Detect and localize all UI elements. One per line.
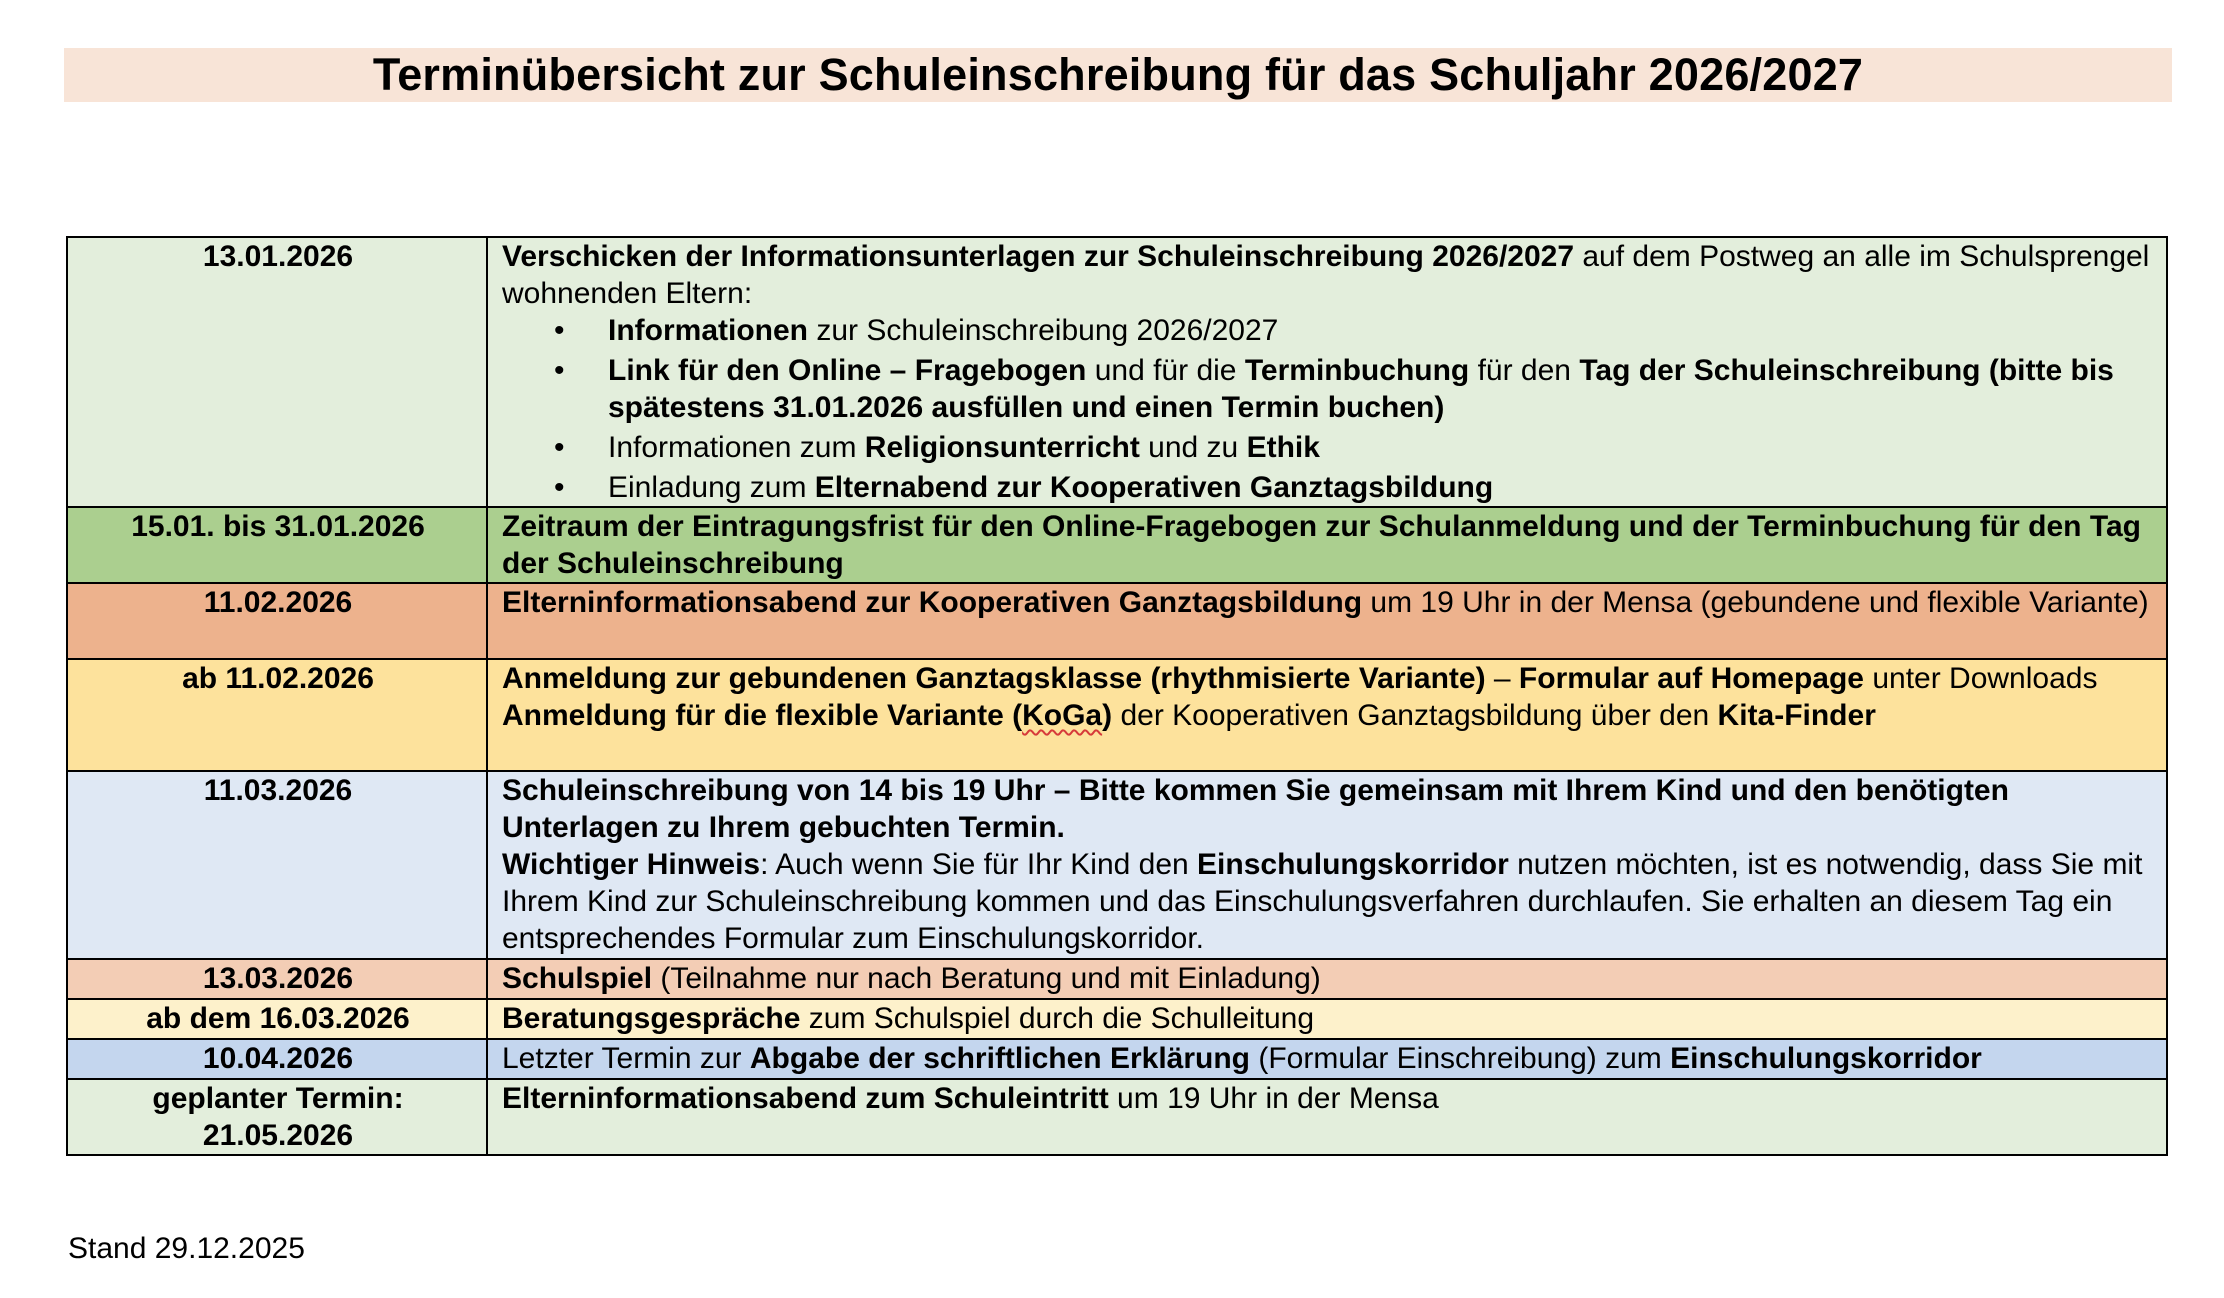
- description-bold-text: Einschulungskorridor: [1197, 848, 1509, 881]
- description-bold-text: Formular auf Homepage: [1518, 662, 1864, 695]
- description-cell: [487, 771, 2167, 959]
- date-cell: 13.03.2026: [67, 959, 487, 999]
- date-value: 21.05.2026: [202, 1119, 354, 1152]
- description-cell: [487, 1039, 2167, 1079]
- description-bold-text: Zeitraum der Eintragungsfrist für den Online-Fragebogen zur Schulanmeldung und der Terminbuchung für den Tag der Schuleinschreibung: [502, 510, 2141, 580]
- description-cell: [487, 659, 2167, 771]
- description-cell: [487, 959, 2167, 999]
- date-cell: 11.03.2026: [67, 771, 487, 959]
- description-line: [502, 772, 2154, 846]
- description-line: [502, 846, 2154, 957]
- list-item: [608, 352, 2154, 426]
- bullet-text: für den: [1469, 354, 1580, 387]
- description-cell: [487, 583, 2167, 659]
- description-text: (Formular Einschreibung) zum: [1250, 1042, 1671, 1075]
- date-cell: ab dem 16.03.2026: [67, 999, 487, 1039]
- table-row: [67, 659, 2167, 771]
- description-text: unter Downloads: [1863, 662, 2098, 695]
- description-text: der Kooperativen Ganztagsbildung über den: [1112, 699, 1718, 732]
- date-cell: 13.01.2026: [67, 237, 487, 507]
- description-bold-text: Kita-Finder: [1717, 699, 1876, 732]
- description-text: nutzen möchten, ist es notwendig, dass Sie mit Ihrem Kind zur Schuleinschreibung kommen und das Einschulungsverfahren durchlaufen. Sie erhalten an diesem Tag ein entsprechendes Formular zum Einschulungskorridor.: [502, 848, 2143, 955]
- bullet-bold-text: Religionsunterricht: [864, 431, 1140, 464]
- bullet-bold-text: Link für den Online – Fragebogen: [608, 354, 1087, 387]
- date-label: geplanter Termin:: [152, 1082, 404, 1115]
- description-cell: [487, 999, 2167, 1039]
- list-item: [608, 429, 2154, 466]
- bullet-text: und zu: [1139, 431, 1247, 464]
- date-cell: 15.01. bis 31.01.2026: [67, 507, 487, 583]
- koga-abbreviation: KoGa: [1022, 699, 1103, 732]
- description-line: [502, 660, 2154, 697]
- description-bold-text: Abgabe der schriftlichen Erklärung: [749, 1042, 1250, 1075]
- description-text: : Auch wenn Sie für Ihr Kind den: [760, 848, 1198, 881]
- description-bold-text: Wichtiger Hinweis: [502, 848, 761, 881]
- description-bold-text: Beratungsgespräche: [502, 1002, 801, 1035]
- description-text: zum Schulspiel durch die Schulleitung: [800, 1002, 1315, 1035]
- bullet-text: Informationen zum: [608, 431, 865, 464]
- description-line: [502, 697, 2154, 734]
- table-row: [67, 237, 2167, 507]
- description-text: Letzter Termin zur: [502, 1042, 750, 1075]
- table-row: [67, 583, 2167, 659]
- description-bold-text: Einschulungskorridor: [1670, 1042, 1982, 1075]
- description-bold-text: Anmeldung für die flexible Variante (: [502, 699, 1023, 732]
- schedule-table: [66, 236, 2168, 1156]
- description-cell: [487, 237, 2167, 507]
- intro-text: auf dem Postweg an alle im Schulsprengel wohnenden Eltern:: [502, 240, 2150, 310]
- description-text: um 19 Uhr in der Mensa: [1108, 1082, 1439, 1115]
- page-title: Terminübersicht zur Schuleinschreibung für das Schuljahr 2026/2027: [372, 49, 1864, 100]
- date-cell: ab 11.02.2026: [67, 659, 487, 771]
- bullet-bold-text: Terminbuchung: [1244, 354, 1470, 387]
- bullet-bold-text: Elternabend zur Kooperativen Ganztagsbildung: [814, 471, 1494, 504]
- description-text: (Teilnahme nur nach Beratung und mit Einladung): [652, 962, 1321, 995]
- bullet-text: und für die: [1086, 354, 1245, 387]
- description-bold-text: Elterninformationsabend zur Kooperativen Ganztagsbildung: [502, 586, 1363, 619]
- description-bold-text: Elterninformationsabend zum Schuleintritt: [502, 1082, 1109, 1115]
- table-row: [67, 999, 2167, 1039]
- description-bold-text: Anmeldung zur gebundenen Ganztagsklasse (rhythmisierte Variante): [502, 662, 1486, 695]
- info-bullet-list: [502, 312, 2154, 506]
- description-bold-text: Schulspiel: [502, 962, 653, 995]
- description-cell: [487, 1079, 2167, 1155]
- date-cell: 11.02.2026: [67, 583, 487, 659]
- bullet-bold-text: Informationen: [608, 314, 808, 347]
- bullet-text: Einladung zum: [608, 471, 815, 504]
- table-row: [67, 1039, 2167, 1079]
- bullet-text: zur Schuleinschreibung 2026/2027: [808, 314, 1279, 347]
- list-item: [608, 312, 2154, 349]
- table-row: [67, 1079, 2167, 1155]
- bullet-bold-text: Tag der Schuleinschreibung (bitte bis spätestens 31.01.2026 ausfüllen und einen Termin buchen): [608, 354, 2114, 424]
- description-text: um 19 Uhr in der Mensa (gebundene und flexible Variante): [1362, 586, 2149, 619]
- table-row: [67, 771, 2167, 959]
- date-cell: [67, 1079, 487, 1155]
- description-bold-text: Schuleinschreibung von 14 bis 19 Uhr – Bitte kommen Sie gemeinsam mit Ihrem Kind und den benötigten Unterlagen zu Ihrem gebuchten Termin.: [502, 774, 2009, 844]
- status-date-footer: Stand 29.12.2025: [68, 1232, 305, 1265]
- intro-bold-text: Verschicken der Informationsunterlagen zur Schuleinschreibung 2026/2027: [502, 240, 1575, 273]
- list-item: [608, 469, 2154, 506]
- description-cell: [487, 507, 2167, 583]
- table-row: [67, 959, 2167, 999]
- bullet-bold-text: Ethik: [1246, 431, 1320, 464]
- table-row: [67, 507, 2167, 583]
- date-cell: 10.04.2026: [67, 1039, 487, 1079]
- title-band: [64, 48, 2172, 102]
- description-text: –: [1485, 662, 1519, 695]
- description-bold-text: ): [1102, 699, 1113, 732]
